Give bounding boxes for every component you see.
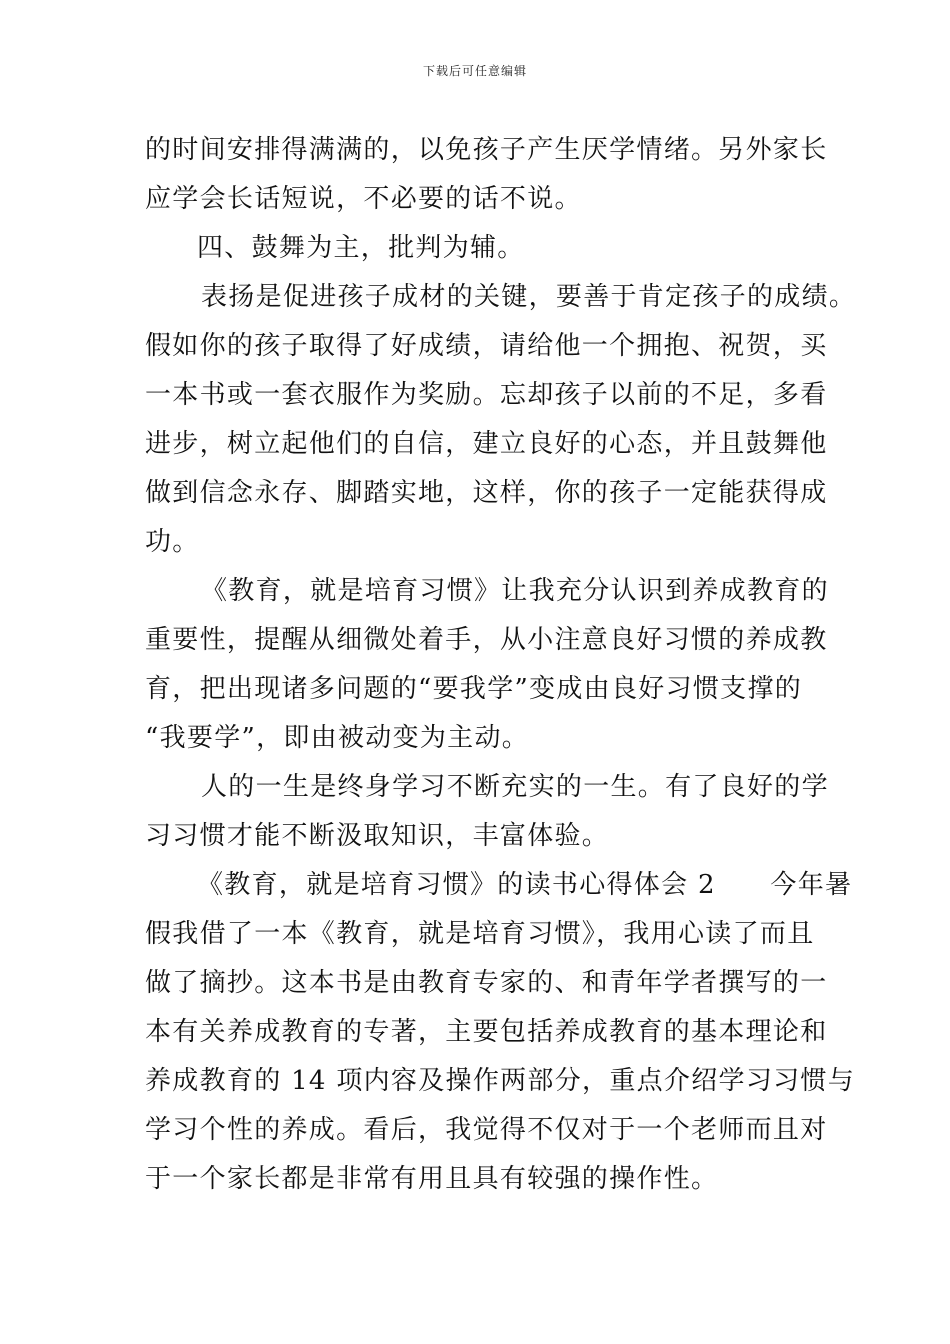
text-line-21: 学习个性的养成。看后，我觉得不仅对于一个老师而且对 [145, 1115, 828, 1145]
text-line-6: 一本书或一套衣服作为奖励。忘却孩子以前的不足，多看 [145, 380, 828, 410]
text-line-18: 做了摘抄。这本书是由教育专家的、和青年学者撰写的一 [145, 968, 828, 998]
text-line-16: 《教育，就是培育习惯》的读书心得体会 2 今年暑 [197, 870, 853, 900]
text-line-10: 《教育，就是培育习惯》让我充分认识到养成教育的 [201, 576, 829, 606]
text-line-7: 进步，树立起他们的自信，建立良好的心态，并且鼓舞他 [145, 429, 828, 459]
text-line-20: 养成教育的 14 项内容及操作两部分，重点介绍学习习惯与 [145, 1066, 856, 1096]
section-heading: 四、鼓舞为主，批判为辅。 [197, 233, 525, 263]
text-line-13: “我要学”，即由被动变为主动。 [145, 723, 530, 753]
text-line-5: 假如你的孩子取得了好成绩，请给他一个拥抱、祝贺，买 [145, 331, 828, 361]
text-line-2: 应学会长话短说，不必要的话不说。 [145, 184, 582, 214]
text-line-14: 人的一生是终身学习不断充实的一生。有了良好的学 [201, 772, 829, 802]
text-line-17: 假我借了一本《教育，就是培育习惯》，我用心读了而且 [145, 919, 815, 949]
document-body [145, 126, 857, 1204]
page-header: 下载后可任意编辑 [422, 64, 527, 78]
text-line-22: 于一个家长都是非常有用且具有较强的操作性。 [145, 1164, 719, 1194]
text-line-15: 习习惯才能不断汲取知识，丰富体验。 [145, 821, 610, 851]
text-line-8: 做到信念永存、脚踏实地，这样，你的孩子一定能获得成 [145, 478, 828, 508]
text-line-9: 功。 [145, 527, 200, 557]
text-line-12: 育，把出现诸多问题的“要我学”变成由良好习惯支撑的 [145, 674, 803, 704]
text-line-11: 重要性，提醒从细微处着手，从小注意良好习惯的养成教 [145, 625, 828, 655]
text-line-4: 表扬是促进孩子成材的关键，要善于肯定孩子的成绩。 [201, 282, 857, 312]
text-line-1: 的时间安排得满满的，以免孩子产生厌学情绪。另外家长 [145, 135, 828, 165]
text-line-19: 本有关养成教育的专著，主要包括养成教育的基本理论和 [145, 1017, 828, 1047]
